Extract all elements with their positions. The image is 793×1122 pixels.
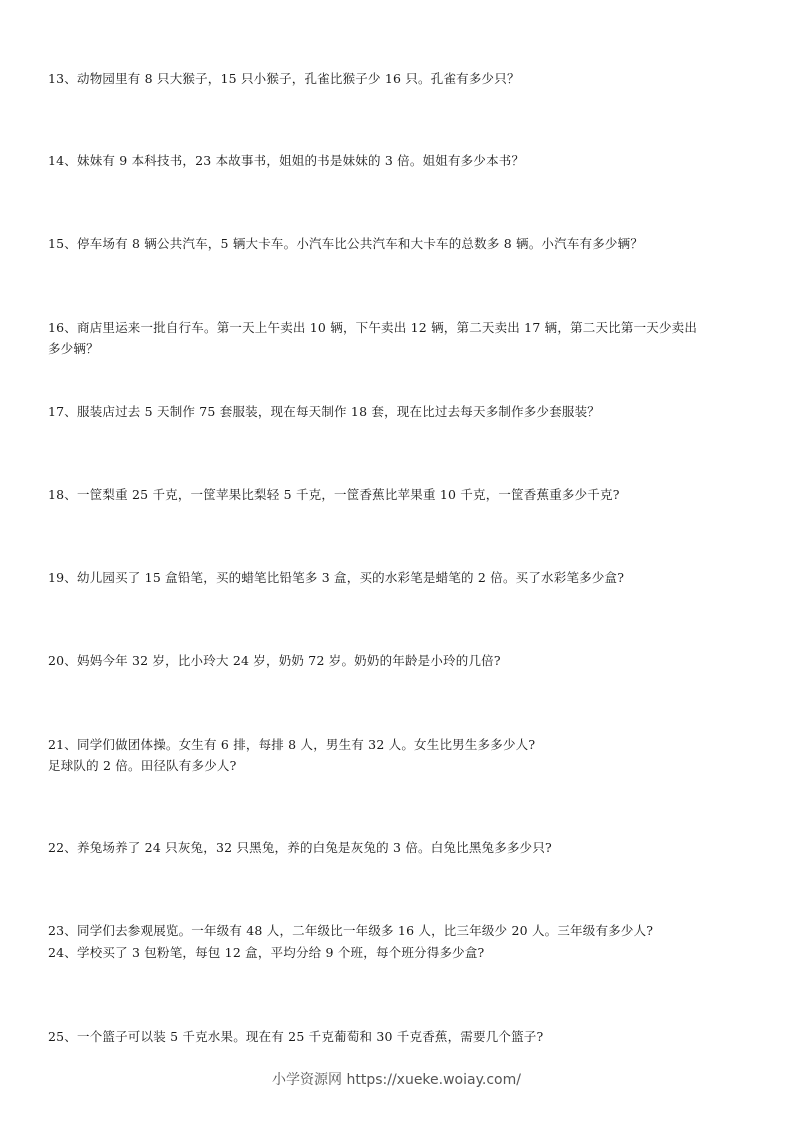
question-24 <box>48 942 748 963</box>
question-text-continued: 多少辆？ <box>48 341 99 356</box>
question-14 <box>48 150 748 171</box>
question-text: 22、养兔场养了 24 只灰兔，32 只黑兔，养的白兔是灰兔的 3 倍。白兔比黑兔多多少只? <box>48 840 552 855</box>
question-text: 13、动物园里有 8 只大猴子，15 只小猴子，孔雀比猴子少 16 只。孔雀有多少只？ <box>48 71 520 86</box>
question-18 <box>48 484 748 505</box>
question-text: 16、商店里运来一批自行车。第一天上午卖出 10 辆，下午卖出 12 辆，第二天卖出 17 辆，第二天比第一天少卖出 <box>48 320 698 335</box>
footer-watermark: 小学资源网 https://xueke.woiay.com/ <box>272 1072 521 1088</box>
question-17 <box>48 401 748 422</box>
question-23 <box>48 920 748 941</box>
question-text: 14、妹妹有 9 本科技书，23 本故事书，姐姐的书是妹妹的 3 倍。姐姐有多少本书？ <box>48 153 525 168</box>
question-21 <box>48 734 748 776</box>
question-text: 17、服装店过去 5 天制作 75 套服装，现在每天制作 18 套，现在比过去每天多制作多少套服装？ <box>48 404 601 419</box>
question-text: 24、学校买了 3 包粉笔，每包 12 盒，平均分给 9 个班，每个班分得多少盒? <box>48 945 485 960</box>
question-20 <box>48 650 748 671</box>
question-text: 23、同学们去参观展览。一年级有 48 人，二年级比一年级多 16 人，比三年级少 20 人。三年级有多少人? <box>48 923 654 938</box>
question-19 <box>48 567 748 588</box>
question-15 <box>48 233 748 254</box>
question-16 <box>48 317 748 359</box>
question-text: 15、停车场有 8 辆公共汽车，5 辆大卡车。小汽车比公共汽车和大卡车的总数多 8 辆。小汽车有多少辆？ <box>48 236 644 251</box>
question-text: 19、幼儿园买了 15 盒铅笔，买的蜡笔比铅笔多 3 盒，买的水彩笔是蜡笔的 2 倍。买了水彩笔多少盒? <box>48 570 625 585</box>
question-text-continued: 足球队的 2 倍。田径队有多少人? <box>48 758 237 773</box>
question-text: 21、同学们做团体操。女生有 6 排，每排 8 人，男生有 32 人。女生比男生多多少人? <box>48 737 536 752</box>
question-text: 18、一筐梨重 25 千克，一筐苹果比梨轻 5 千克，一筐香蕉比苹果重 10 千克，一筐香蕉重多少千克? <box>48 487 620 502</box>
question-25 <box>48 1026 748 1047</box>
question-22 <box>48 837 748 858</box>
question-text: 25、一个篮子可以装 5 千克水果。现在有 25 千克葡萄和 30 千克香蕉，需要几个篮子? <box>48 1029 544 1044</box>
question-13 <box>48 68 748 89</box>
question-text: 20、妈妈今年 32 岁，比小玲大 24 岁，奶奶 72 岁。奶奶的年龄是小玲的几倍? <box>48 653 501 668</box>
